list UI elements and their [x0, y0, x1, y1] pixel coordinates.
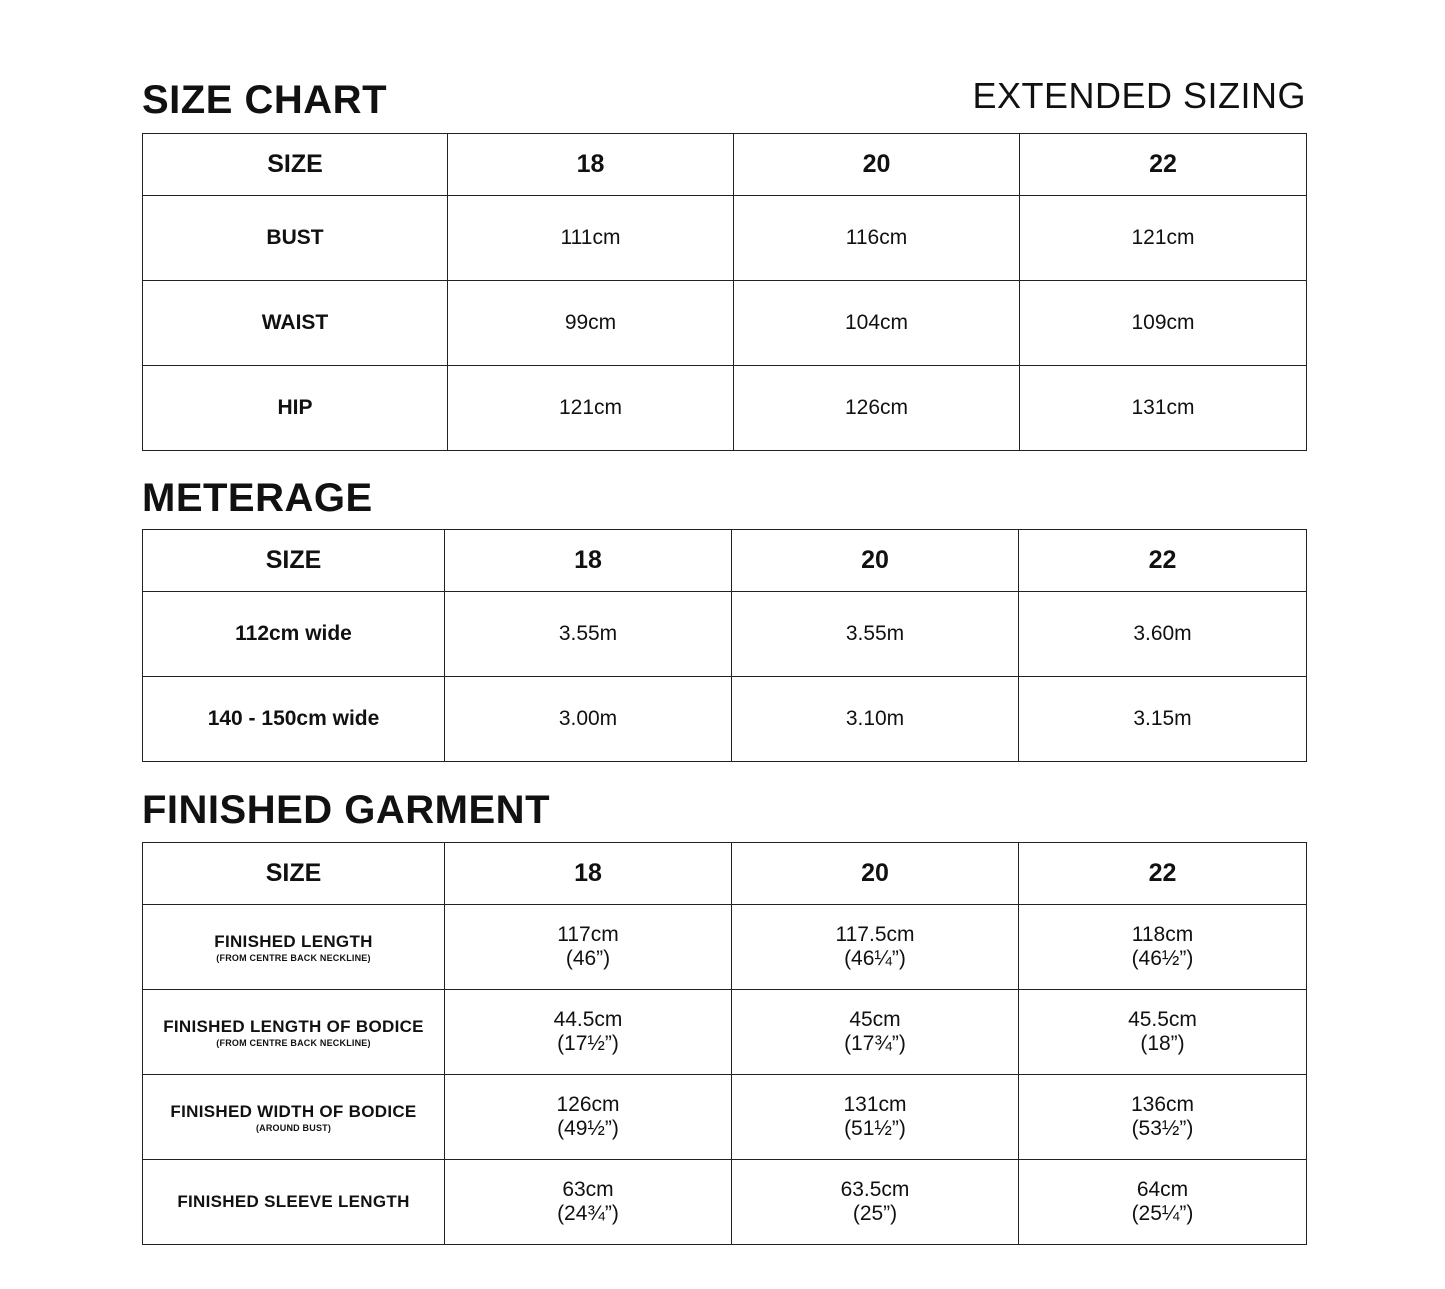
table-row: [143, 592, 1307, 677]
value-cm: 45.5cm: [1128, 1008, 1197, 1031]
value-cm: 136cm: [1130, 1093, 1195, 1116]
row-label: HIP: [143, 366, 448, 451]
table-cell: [445, 905, 732, 990]
row-label-cell: [143, 1160, 445, 1245]
table-cell: 3.10m: [732, 677, 1019, 762]
row-label: FINISHED WIDTH OF BODICE: [170, 1101, 417, 1121]
table-cell: 121cm: [1020, 196, 1307, 281]
value-inches: (24¾”): [557, 1202, 619, 1225]
column-header: SIZE: [143, 843, 445, 905]
table-cell: 3.55m: [732, 592, 1019, 677]
table-row: [143, 905, 1307, 990]
row-note: (FROM CENTRE BACK NECKLINE): [216, 1037, 371, 1048]
value-inches: (53½”): [1131, 1117, 1194, 1140]
meterage-title: METERAGE: [142, 476, 373, 520]
table-cell: 126cm: [734, 366, 1020, 451]
row-label: FINISHED LENGTH: [214, 931, 373, 951]
table-cell: [732, 905, 1019, 990]
value-inches: (25¼”): [1131, 1202, 1194, 1225]
value-inches: (17½”): [557, 1032, 619, 1055]
value-inches: (51½”): [844, 1117, 906, 1140]
table-row: [143, 990, 1307, 1075]
table-cell: 3.00m: [445, 677, 732, 762]
table-cell: [1019, 1160, 1307, 1245]
column-header: 22: [1019, 843, 1307, 905]
table-cell: [1019, 1075, 1307, 1160]
table-cell: 116cm: [734, 196, 1020, 281]
table-cell: [445, 1075, 732, 1160]
row-label: BUST: [143, 196, 448, 281]
meterage-table: [142, 529, 1307, 762]
column-header: 20: [734, 134, 1020, 196]
column-header: 22: [1019, 530, 1307, 592]
column-header: 18: [448, 134, 734, 196]
value-cm: 64cm: [1136, 1178, 1189, 1201]
value-inches: (25”): [852, 1202, 898, 1225]
value-cm: 63cm: [562, 1178, 614, 1201]
table-cell: [1019, 990, 1307, 1075]
table-cell: 121cm: [448, 366, 734, 451]
table-row: [143, 1075, 1307, 1160]
row-label: FINISHED SLEEVE LENGTH: [177, 1192, 410, 1211]
table-header-row: [143, 530, 1307, 592]
table-cell: [732, 1075, 1019, 1160]
value-cm: 131cm: [843, 1093, 907, 1116]
table-header-row: [143, 134, 1307, 196]
table-cell: [445, 990, 732, 1075]
column-header: SIZE: [143, 530, 445, 592]
column-header: SIZE: [143, 134, 448, 196]
column-header: 20: [732, 530, 1019, 592]
row-label: WAIST: [143, 281, 448, 366]
table-cell: 131cm: [1020, 366, 1307, 451]
table-row: [143, 677, 1307, 762]
value-cm: 44.5cm: [553, 1008, 623, 1031]
table-cell: [445, 1160, 732, 1245]
size-chart-table: [142, 133, 1307, 451]
value-cm: 45cm: [849, 1008, 901, 1031]
value-inches: (46”): [565, 947, 611, 970]
value-cm: 117.5cm: [835, 923, 915, 946]
row-label-cell: [143, 1075, 445, 1160]
table-row: [143, 366, 1307, 451]
column-header: 18: [445, 530, 732, 592]
table-row: [143, 1160, 1307, 1245]
row-note: (AROUND BUST): [255, 1122, 332, 1133]
row-label: 112cm wide: [143, 592, 445, 677]
table-cell: 99cm: [448, 281, 734, 366]
value-inches: (49½”): [557, 1117, 619, 1140]
table-cell: 104cm: [734, 281, 1020, 366]
table-cell: [732, 1160, 1019, 1245]
extended-sizing-label: EXTENDED SIZING: [972, 75, 1306, 116]
finished-garment-title: FINISHED GARMENT: [142, 788, 550, 832]
finished-garment-table: [142, 842, 1307, 1245]
table-cell: 111cm: [448, 196, 734, 281]
row-label: 140 - 150cm wide: [143, 677, 445, 762]
column-header: 22: [1020, 134, 1307, 196]
value-inches: (17¾”): [844, 1032, 906, 1055]
column-header: 18: [445, 843, 732, 905]
table-cell: 109cm: [1020, 281, 1307, 366]
table-cell: [732, 990, 1019, 1075]
value-cm: 126cm: [556, 1093, 620, 1116]
row-label: FINISHED LENGTH OF BODICE: [163, 1016, 424, 1036]
column-header: 20: [732, 843, 1019, 905]
table-cell: 3.55m: [445, 592, 732, 677]
size-chart-title: SIZE CHART: [142, 78, 387, 122]
value-inches: (18”): [1140, 1032, 1185, 1055]
table-cell: 3.60m: [1019, 592, 1307, 677]
value-cm: 118cm: [1131, 923, 1194, 946]
value-cm: 63.5cm: [840, 1178, 910, 1201]
value-inches: (46½”): [1131, 947, 1194, 970]
table-row: [143, 196, 1307, 281]
table-cell: [1019, 905, 1307, 990]
table-row: [143, 281, 1307, 366]
row-label-cell: [143, 990, 445, 1075]
value-inches: (46¼”): [844, 947, 906, 970]
row-note: (FROM CENTRE BACK NECKLINE): [216, 952, 371, 963]
table-cell: 3.15m: [1019, 677, 1307, 762]
value-cm: 117cm: [557, 923, 619, 946]
row-label-cell: [143, 905, 445, 990]
table-header-row: [143, 843, 1307, 905]
